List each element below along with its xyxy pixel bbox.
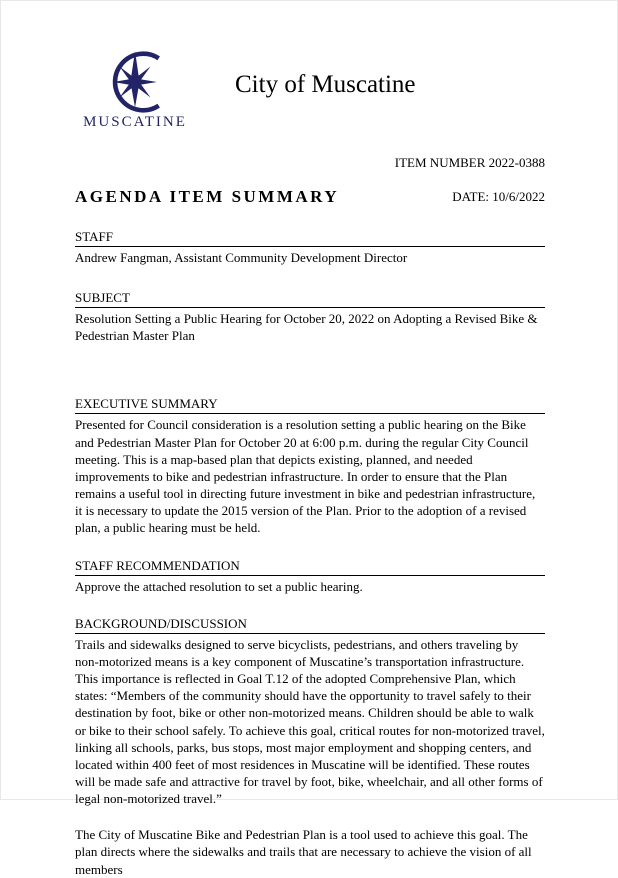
section-body-staff-recommendation: Approve the attached resolution to set a public hearing. — [75, 578, 363, 594]
section-body-subject: Resolution Setting a Public Hearing for October 20, 2022 on Adopting a Revised Bike & Pedestrian Master Plan — [75, 311, 538, 344]
muscatine-logo-icon — [83, 51, 187, 113]
section-body-executive-summary: Presented for Council consideration is a resolution setting a public hearing on the Bike and Pedestrian Master Plan for October 20 at 6:00 p.m. during the regular City Council meeting. This is a map-based plan that depicts existing, planned, and needed improvements to bike and pedestrian infrastructure. In order to ensure that the Plan remains a useful tool in directing future investment in bike and pedestrian infrastructure, it is necessary to update the 2015 version of the Plan. Prior to the adoption of a revised plan, a public hearing must be held. — [75, 417, 536, 536]
document-header — [83, 51, 617, 131]
item-number: ITEM NUMBER 2022-0388 — [394, 155, 545, 170]
section-heading-staff-recommendation: STAFF RECOMMENDATION — [75, 558, 545, 576]
logo-wordmark: MUSCATINE — [83, 114, 187, 130]
section-heading-subject: SUBJECT — [75, 290, 545, 308]
section-background-discussion — [75, 616, 545, 878]
section-heading-background-discussion: BACKGROUND/DISCUSSION — [75, 616, 545, 634]
section-staff — [75, 229, 545, 266]
muscatine-logo — [83, 51, 187, 131]
date-label: DATE: 10/6/2022 — [452, 189, 545, 204]
section-executive-summary — [75, 396, 545, 536]
page-title: AGENDA ITEM SUMMARY — [75, 187, 340, 206]
section-paragraph-background-1: Trails and sidewalks designed to serve bicyclists, pedestrians, and others traveling by non-motorized means is a key component of Muscatine’s transportation infrastructure. This importance is reflected in Goal T.12 of the adopted Comprehensive Plan, which states: “Members of the community should have the opportunity to travel safely to their destination by foot, bike or other non-motorized means. Children should be able to walk or bike to their school safely. To achieve this goal, critical routes for non-motorized travel, linking all schools, parks, bus stops, most major employment and shopping centers, and located within 400 feet of most residences in Muscatine will be identified. These routes will be made safe and attractive for travel by foot, bike, wheelchair, and all other forms of legal non-motorized travel.” — [75, 636, 545, 807]
section-body-staff: Andrew Fangman, Assistant Community Development Director — [75, 250, 408, 265]
org-name: City of Muscatine — [235, 71, 416, 98]
title-row — [75, 187, 545, 207]
section-heading-executive-summary: EXECUTIVE SUMMARY — [75, 396, 545, 414]
section-paragraph-background-2: The City of Muscatine Bike and Pedestrian Plan is a tool used to achieve this goal. The plan directs where the sidewalks and trails that are necessary to achieve the vision of all members — [75, 827, 532, 877]
section-staff-recommendation — [75, 558, 545, 595]
section-subject — [75, 290, 545, 344]
document-content — [75, 229, 545, 878]
section-heading-staff: STAFF — [75, 229, 545, 247]
